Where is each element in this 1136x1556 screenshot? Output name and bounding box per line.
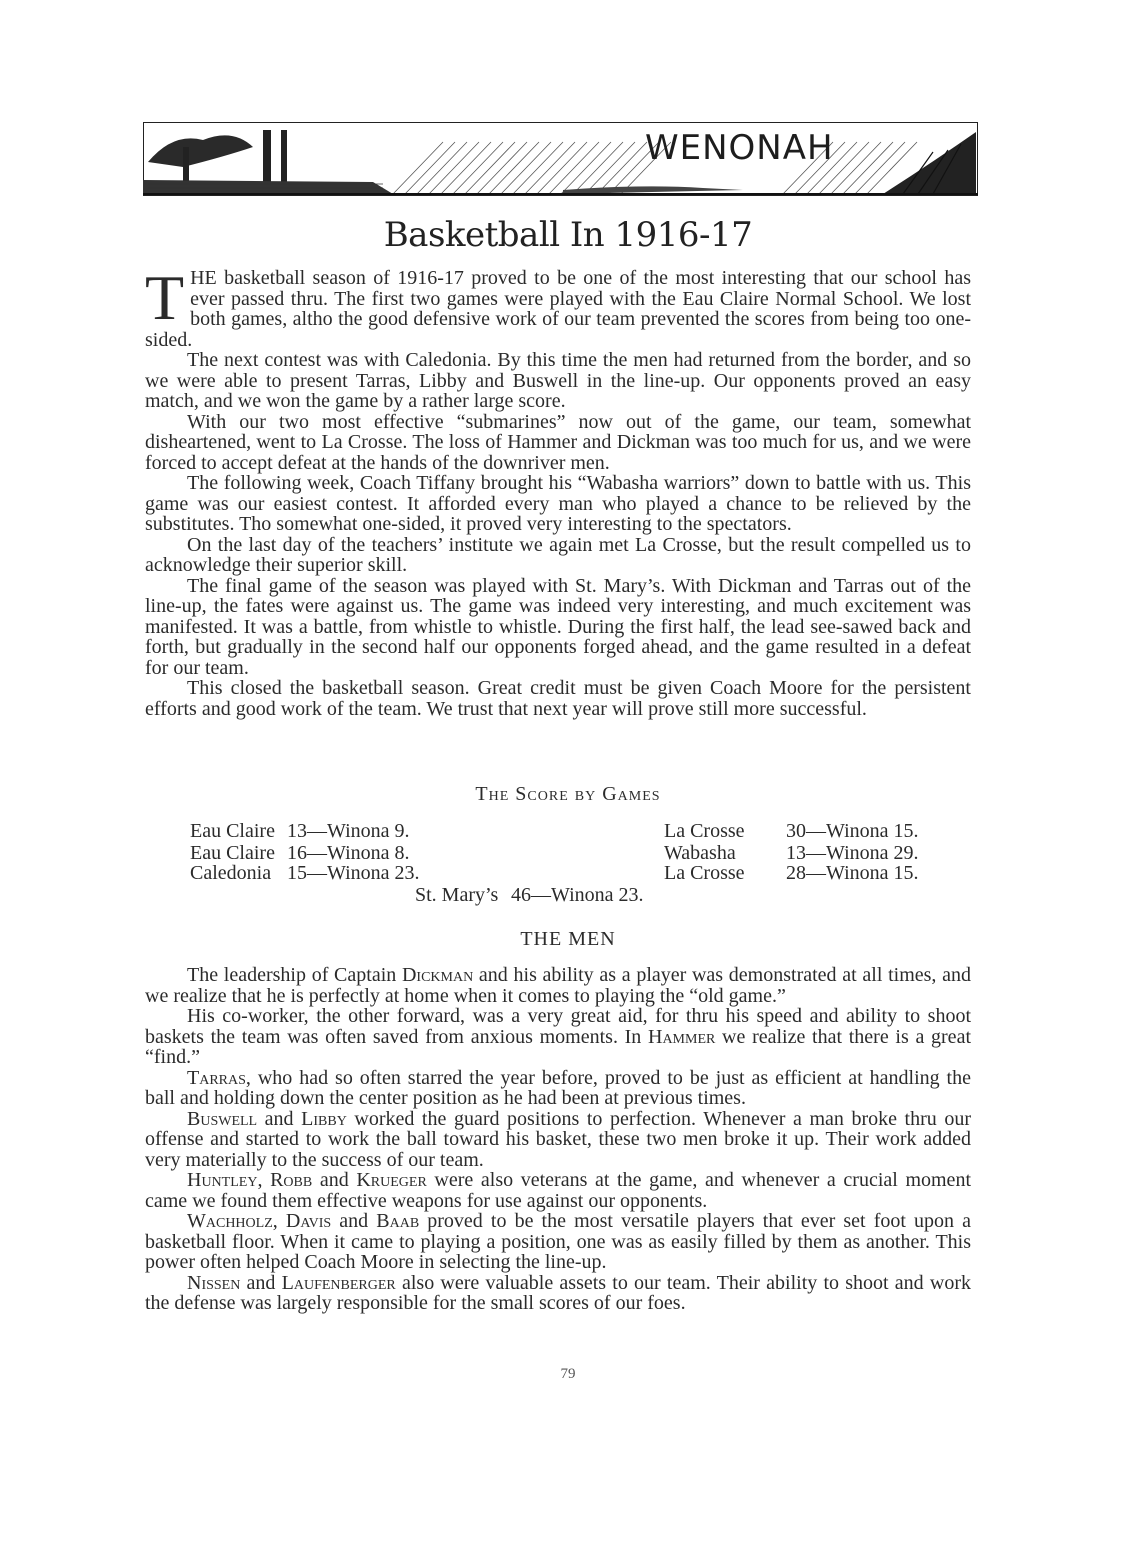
player-name: Laufenberger <box>281 1271 396 1294</box>
header-banner-illustration <box>143 122 978 196</box>
paragraph: Wachholz, Davis and Baab proved to be the most versatile players that ever set foot upon a basketball floor. When it came to playing a position, one was as easily filled by them as another. This power often helped Coach Moore in selecting the line-up. <box>145 1210 971 1273</box>
paragraph: On the last day of the teachers’ institute we again met La Crosse, but the result compelled us to acknowledge their superior skill. <box>145 533 971 576</box>
player-name: Krueger <box>356 1169 427 1191</box>
score-team: La Crosse <box>664 820 745 842</box>
score-team: La Crosse <box>664 862 745 884</box>
score-team: St. Mary’s <box>415 884 499 906</box>
article-body <box>145 262 971 720</box>
score-result: 13—Winona 29. <box>786 842 919 864</box>
score-result: 16—Winona 8. <box>287 842 410 864</box>
paragraph: Nissen and Laufenberger also were valuable assets to our team. Their ability to shoot and work the defense was largely responsible for the small scores of our foes. <box>145 1271 971 1314</box>
paragraph: His co-worker, the other forward, was a very great aid, for thru his speed and ability to shoot baskets the team was often saved from anxious moments. In Hammer we realize that there is a great “find.” <box>145 1005 971 1068</box>
player-name: Buswell <box>187 1107 258 1130</box>
paragraph: The following week, Coach Tiffany brought his “Wabasha warriors” down to battle with us. This game was our easiest contest. It afforded every man who played a chance to be relieved by the substitutes. Tho somewhat one-sided, it proved very interesting to the spectators. <box>145 472 971 535</box>
score-team: Eau Claire <box>190 842 275 864</box>
paragraph: The next contest was with Caledonia. By this time the men had returned from the border, and so we were able to present Tarras, Libby and Buswell in the line-up. Our opponents proved an easy match, and we won the game by a rather large score. <box>145 349 971 412</box>
article-title: Basketball In 1916-17 <box>383 215 753 255</box>
score-result: 28—Winona 15. <box>786 862 919 884</box>
paragraph: The final game of the season was played with St. Mary’s. With Dickman and Tarras out of the line-up, the fates were against us. The game was indeed very interesting, and much excitement was manifested. It was a battle, from whistle to whistle. During the first half, the lead see-sawed back and forth, but gradually in the second half our opponents forged ahead, and the game resulted in a defeat for our team. <box>145 574 971 679</box>
men-section-body <box>145 965 971 1314</box>
player-name: Robb <box>270 1169 313 1191</box>
paragraph: With our two most effective “submarines” now out of the game, our team, somewhat disheartened, went to La Crosse. The loss of Hammer and Dickman was too much for us, and we were forced to accept defeat at the hands of the downriver men. <box>145 410 971 474</box>
score-team: Caledonia <box>190 862 272 884</box>
paragraph: Huntley, Robb and Krueger were also veterans at the game, and whenever a crucial moment came we found them effective weapons for use against our opponents. <box>145 1169 971 1212</box>
score-result: 15—Winona 23. <box>287 862 420 884</box>
score-team: Wabasha <box>664 842 736 864</box>
player-name: Dickman <box>401 964 474 986</box>
player-name: Tarras <box>187 1066 246 1089</box>
score-team: Eau Claire <box>190 820 275 842</box>
score-table-heading: The Score by Games <box>475 783 661 805</box>
player-name: Nissen <box>187 1271 241 1294</box>
paragraph: The leadership of Captain Dickman and his ability as a player was demonstrated at all times, and we realize that he is perfectly at home when it comes to playing the “old game.” <box>145 964 971 1007</box>
player-name: Wachholz <box>187 1210 273 1232</box>
score-result: 13—Winona 9. <box>287 820 410 842</box>
paragraph: This closed the basketball season. Great credit must be given Coach Moore for the persistent efforts and good work of the team. We trust that next year will prove still more successful. <box>145 677 971 720</box>
intro-paragraph: THE basketball season of 1916-17 proved to be one of the most interesting that our school has ever passed thru. The first two games were played with the Eau Claire Normal School. We lost both games, altho the good defensive work of our team prevented the scores from being too one-sided. <box>145 262 971 351</box>
player-name: Baab <box>376 1210 420 1232</box>
drop-cap: T <box>145 262 185 333</box>
banner-title: WENONAH <box>645 128 834 168</box>
paragraph: Tarras, who had so often starred the year before, proved to be just as efficient at handling the ball and holding down the center position as he had been at previous times. <box>145 1066 971 1109</box>
men-section-heading: THE MEN <box>520 928 616 950</box>
player-name: Libby <box>301 1107 347 1130</box>
player-name: Davis <box>285 1210 332 1232</box>
player-name: Hammer <box>648 1025 716 1048</box>
score-result: 30—Winona 15. <box>786 820 919 842</box>
paragraph: Buswell and Libby worked the guard positions to perfection. Whenever a man broke thru our offense and started to work the ball toward his basket, these two men broke it up. Their work added very materially to the success of our team. <box>145 1107 971 1171</box>
player-name: Huntley <box>187 1169 258 1191</box>
page-number: 79 <box>560 1366 576 1382</box>
score-result: 46—Winona 23. <box>511 884 644 906</box>
